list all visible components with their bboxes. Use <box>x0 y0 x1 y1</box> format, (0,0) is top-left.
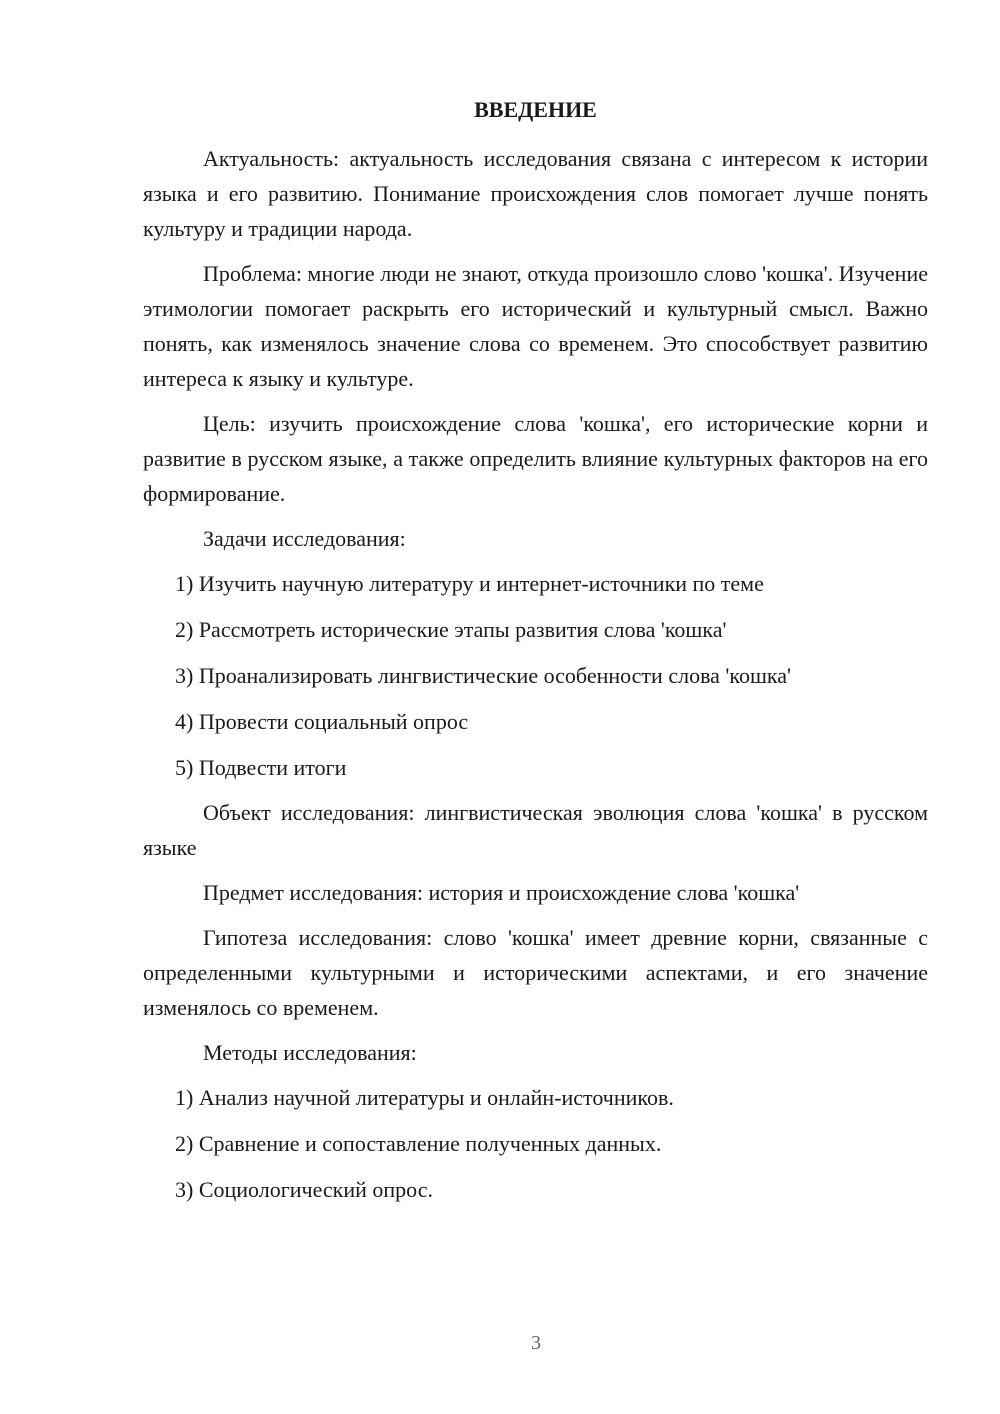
tasks-list <box>143 566 928 785</box>
page-number: 3 <box>531 1332 541 1354</box>
method-item: 1) Анализ научной литературы и онлайн-источников. <box>175 1085 674 1110</box>
method-item: 3) Социологический опрос. <box>175 1177 433 1202</box>
section-heading: ВВЕДЕНИЕ <box>474 97 597 122</box>
object-paragraph: Объект исследования: лингвистическая эволюция слова 'кошка' в русском языке <box>143 800 928 860</box>
task-item: 4) Провести социальный опрос <box>175 709 469 734</box>
method-item: 2) Сравнение и сопоставление полученных данных. <box>175 1131 662 1156</box>
methods-label: Методы исследования: <box>203 1040 417 1065</box>
problem-paragraph: Проблема: многие люди не знают, откуда произошло слово 'кошка'. Изучение этимологии помогает раскрыть его исторический и культурный смысл. Важно понять, как изменялось значение слова со временем. Это способствует развитию интереса к языку и культуре. <box>143 261 928 391</box>
task-item: 3) Проанализировать лингвистические особенности слова 'кошка' <box>175 663 791 688</box>
methods-list <box>143 1080 928 1207</box>
task-item: 5) Подвести итоги <box>175 755 347 780</box>
hypothesis-paragraph: Гипотеза исследования: слово 'кошка' имеет древние корни, связанные с определенными культурными и историческими аспектами, и его значение изменялось со временем. <box>143 925 928 1020</box>
task-item: 1) Изучить научную литературу и интернет-источники по теме <box>175 571 764 596</box>
goal-paragraph: Цель: изучить происхождение слова 'кошка', его исторические корни и развитие в русском языке, а также определить влияние культурных факторов на его формирование. <box>143 411 928 506</box>
tasks-label: Задачи исследования: <box>203 526 406 551</box>
relevance-paragraph: Актуальность: актуальность исследования связана с интересом к истории языка и его развитию. Понимание происхождения слов помогает лучше понять культуру и традиции народа. <box>143 146 928 241</box>
task-item: 2) Рассмотреть исторические этапы развития слова 'кошка' <box>175 617 727 642</box>
page-content <box>143 95 928 1217</box>
subject-paragraph: Предмет исследования: история и происхождение слова 'кошка' <box>203 880 800 905</box>
